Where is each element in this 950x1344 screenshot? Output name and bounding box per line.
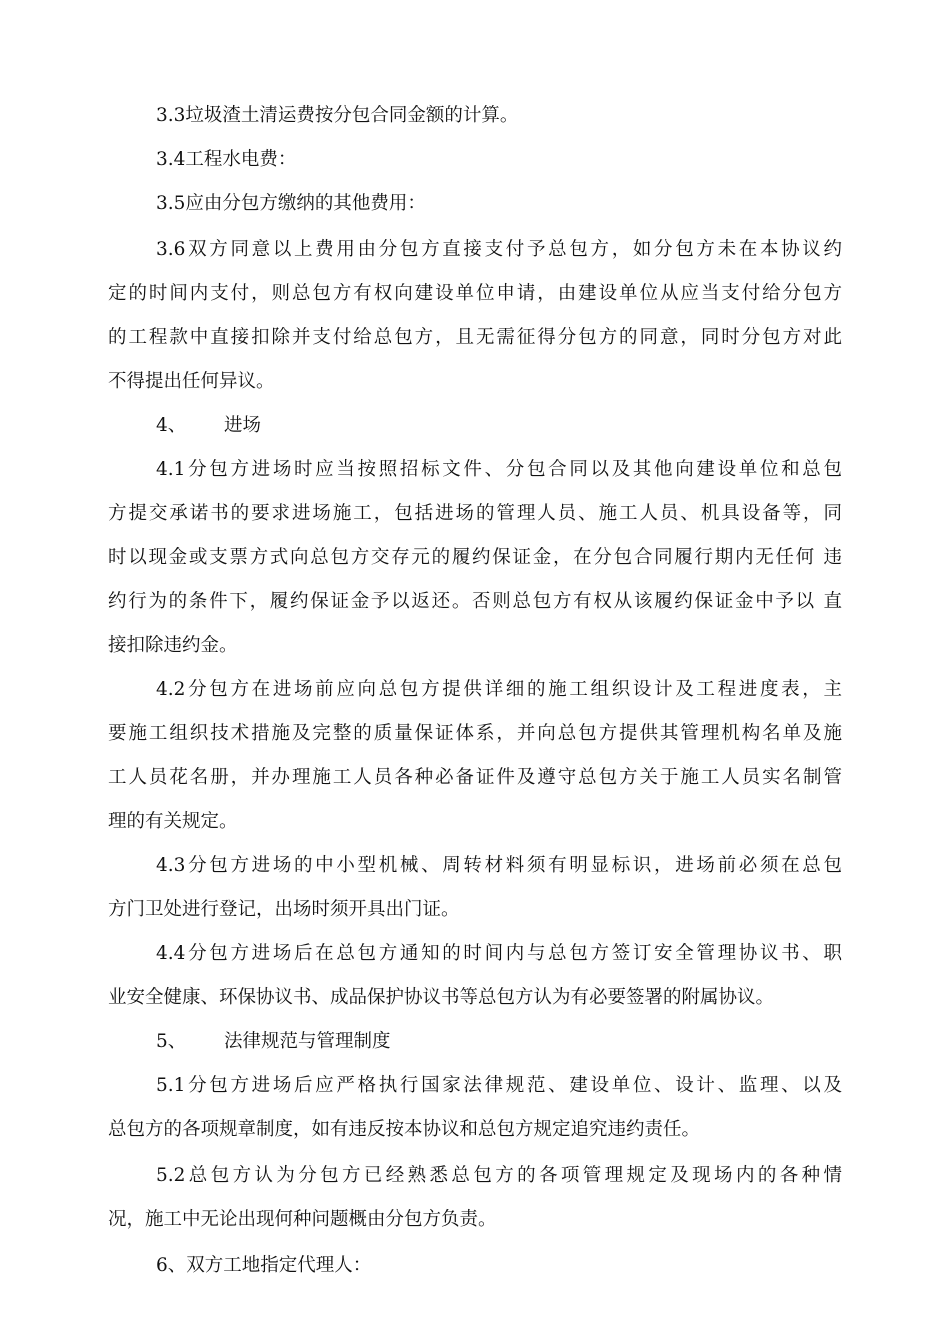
clause-3-3: 3.3垃圾渣土清运费按分包合同金额的计算。 xyxy=(156,105,519,126)
section-4-heading xyxy=(156,414,261,438)
clause-4-2-line-3: 工人员花名册，并办理施工人员各种必备证件及遵守总包方关于施工人员实名制管 xyxy=(108,767,842,788)
section-4-number: 4、 xyxy=(156,415,187,436)
clause-4-1-line-4: 约行为的条件下，履约保证金予以返还。否则总包方有权从该履约保证金中予以 直 xyxy=(108,591,842,612)
clause-3-6-line-4: 不得提出任何异议。 xyxy=(108,371,275,392)
clause-5-1-line-1: 5.1分包方进场后应严格执行国家法律规范、建设单位、设计、监理、以及 xyxy=(156,1075,842,1096)
clause-4-1-line-2: 方提交承诺书的要求进场施工，包括进场的管理人员、施工人员、机具设备等，同 xyxy=(108,503,842,524)
clause-4-3-line-1: 4.3分包方进场的中小型机械、周转材料须有明显标识，进场前必须在总包 xyxy=(156,855,842,876)
clause-4-1-line-1: 4.1分包方进场时应当按照招标文件、分包合同以及其他向建设单位和总包 xyxy=(156,459,842,480)
section-5-heading xyxy=(156,1030,391,1054)
clause-4-3-line-2: 方门卫处进行登记，出场时须开具出门证。 xyxy=(108,899,460,920)
section-5-number: 5、 xyxy=(156,1031,187,1052)
section-4-title: 进场 xyxy=(224,415,262,436)
clause-3-6-line-3: 的工程款中直接扣除并支付给总包方，且无需征得分包方的同意，同时分包方对此 xyxy=(108,327,842,348)
clause-3-5: 3.5应由分包方缴纳的其他费用： xyxy=(156,193,426,214)
clause-4-1-line-3: 时以现金或支票方式向总包方交存元的履约保证金，在分包合同履行期内无任何 违 xyxy=(108,547,842,568)
clause-3-4: 3.4工程水电费： xyxy=(156,149,297,170)
clause-5-2-line-1: 5.2总包方认为分包方已经熟悉总包方的各项管理规定及现场内的各种情 xyxy=(156,1165,842,1186)
clause-4-4-line-1: 4.4分包方进场后在总包方通知的时间内与总包方签订安全管理协议书、职 xyxy=(156,943,842,964)
clause-3-6-line-2: 定的时间内支付，则总包方有权向建设单位申请，由建设单位从应当支付给分包方 xyxy=(108,283,842,304)
section-5-title: 法律规范与管理制度 xyxy=(224,1031,391,1052)
clause-5-2-line-2: 况，施工中无论出现何种问题概由分包方负责。 xyxy=(108,1209,497,1230)
section-6-heading: 6、双方工地指定代理人： xyxy=(156,1255,372,1276)
clause-4-2-line-2: 要施工组织技术措施及完整的质量保证体系，并向总包方提供其管理机构名单及施 xyxy=(108,723,842,744)
clause-3-6-line-1: 3.6双方同意以上费用由分包方直接支付予总包方，如分包方未在本协议约 xyxy=(156,239,842,260)
clause-5-1-line-2: 总包方的各项规章制度，如有违反按本协议和总包方规定追究违约责任。 xyxy=(108,1119,701,1140)
clause-4-2-line-4: 理的有关规定。 xyxy=(108,811,238,832)
clause-4-1-line-5: 接扣除违约金。 xyxy=(108,635,238,656)
clause-4-4-line-2: 业安全健康、环保协议书、成品保护协议书等总包方认为有必要签署的附属协议。 xyxy=(108,987,775,1008)
clause-4-2-line-1: 4.2分包方在进场前应向总包方提供详细的施工组织设计及工程进度表，主 xyxy=(156,679,842,700)
